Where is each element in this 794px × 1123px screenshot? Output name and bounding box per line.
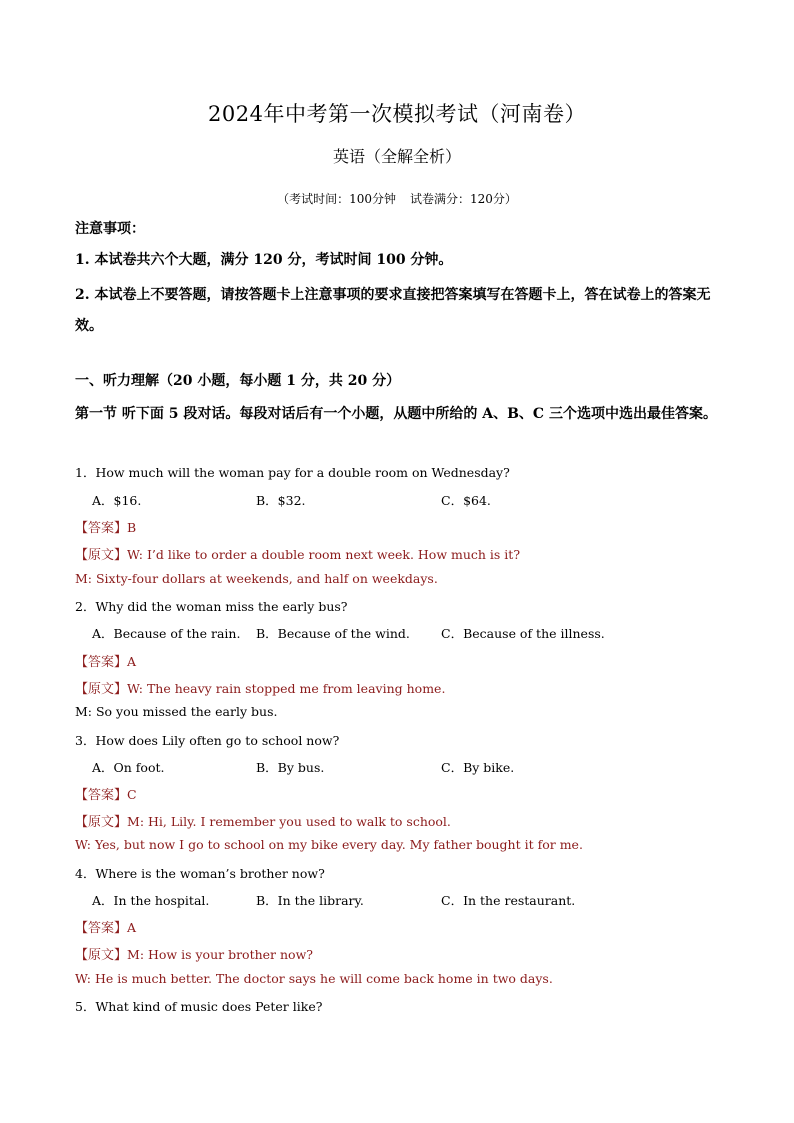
question-4-option-c: C．In the restaurant. xyxy=(441,893,576,908)
answer-value: C xyxy=(127,787,137,802)
question-2-stem: 2．Why did the woman miss the early bus? xyxy=(75,599,348,614)
question-4-option-a: A．In the hospital. xyxy=(92,893,210,908)
exam-info xyxy=(0,190,794,207)
answer-label: 【答案】 xyxy=(75,788,128,803)
original-text: W: I’d like to order a double room next week. How much is it? xyxy=(127,547,521,562)
question-4-original xyxy=(75,944,725,963)
answer-label: 【答案】 xyxy=(75,521,128,536)
notice-item-1: 1. 本试卷共六个大题，满分 120 分，考试时间 100 分钟。 xyxy=(75,252,453,268)
question-3-stem: 3．How does Lily often go to school now? xyxy=(75,733,340,748)
question-3-answer xyxy=(75,784,725,803)
answer-label: 【答案】 xyxy=(75,921,128,936)
notice-heading: 注意事项： xyxy=(75,221,145,237)
question-3-original xyxy=(75,811,725,830)
question-1-option-a: A．$16. xyxy=(92,493,142,508)
question-1-stem: 1．How much will the woman pay for a double room on Wednesday? xyxy=(75,465,510,480)
question-2-option-b: B．Because of the wind. xyxy=(256,626,410,641)
section-heading: 一、听力理解（20 小题，每小题 1 分，共 20 分） xyxy=(75,373,401,389)
question-4-stem: 4．Where is the woman’s brother now? xyxy=(75,866,325,881)
question-2-option-a: A．Because of the rain. xyxy=(92,626,241,641)
original-label: 【原文】 xyxy=(75,682,128,697)
original-text: M: How is your brother now? xyxy=(127,947,313,962)
notice-item-2: 2. 本试卷上不要答题，请按答题卡上注意事项的要求直接把答案填写在答题卡上，答在试卷上的答案无效。 xyxy=(75,287,711,334)
original-label: 【原文】 xyxy=(75,815,128,830)
question-4-answer xyxy=(75,917,725,936)
question-2-answer xyxy=(75,651,725,670)
page-subtitle: 英语（全解全析） xyxy=(332,147,461,166)
exam-time: （考试时间：100分钟 xyxy=(277,192,396,206)
original-text: W: The heavy rain stopped me from leaving home. xyxy=(127,681,446,696)
question-3-option-a: A．On foot. xyxy=(92,760,165,775)
original-label: 【原文】 xyxy=(75,948,128,963)
section-part-1-instruction: 第一节 听下面 5 段对话。每段对话后有一个小题，从题中所给的 A、B、C 三个选项中选出最佳答案。 xyxy=(75,406,717,422)
exam-score: 试卷满分：120分） xyxy=(410,192,517,206)
question-1-option-b: B．$32. xyxy=(256,493,306,508)
answer-value: A xyxy=(127,654,137,669)
question-3-transcript: W: Yes, but now I go to school on my bike every day. My father bought it for me. xyxy=(75,837,583,852)
original-text: M: Hi, Lily. I remember you used to walk to school. xyxy=(127,814,451,829)
question-4-option-b: B．In the library. xyxy=(256,893,364,908)
question-2-original xyxy=(75,678,725,697)
original-label: 【原文】 xyxy=(75,548,128,563)
question-3-option-b: B．By bus. xyxy=(256,760,325,775)
question-1-option-c: C．$64. xyxy=(441,493,491,508)
question-2-transcript: M: So you missed the early bus. xyxy=(75,704,278,719)
answer-label: 【答案】 xyxy=(75,655,128,670)
answer-value: B xyxy=(127,520,137,535)
question-5-stem: 5．What kind of music does Peter like? xyxy=(75,999,323,1014)
question-2-option-c: C．Because of the illness. xyxy=(441,626,605,641)
answer-value: A xyxy=(127,920,137,935)
page-title: 2024年中考第一次模拟考试（河南卷） xyxy=(208,102,586,126)
question-3-option-c: C．By bike. xyxy=(441,760,515,775)
question-1-original xyxy=(75,544,725,563)
question-4-transcript: W: He is much better. The doctor says he will come back home in two days. xyxy=(75,971,553,986)
question-1-transcript: M: Sixty-four dollars at weekends, and half on weekdays. xyxy=(75,571,438,586)
question-1-answer xyxy=(75,517,725,536)
